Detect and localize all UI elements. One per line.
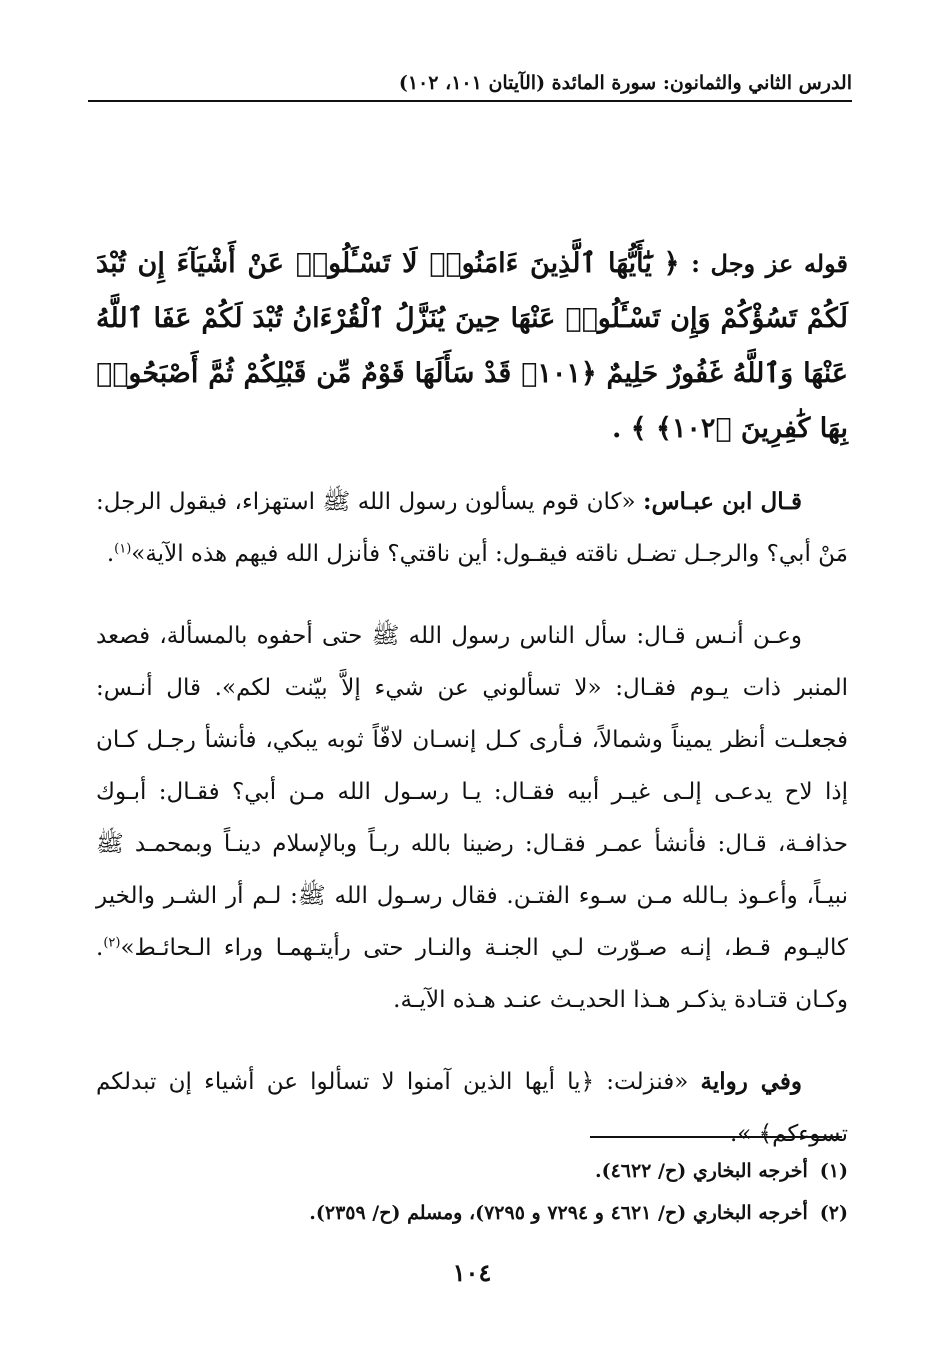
footnote-text: أخرجه البخاري (ح/ ٤٦٢١ و ٧٢٩٤ و ٧٢٩٥)، ومسلم (ح/ ٢٣٥٩).	[309, 1202, 808, 1224]
footnote-2	[180, 1192, 848, 1234]
page-number: ١٠٤	[452, 1258, 492, 1287]
footnotes	[180, 1150, 848, 1234]
narrator-lead: قـال ابن عبـاس:	[642, 488, 802, 515]
paragraph-end: .	[106, 541, 115, 567]
footnote-number: (١)	[819, 1160, 848, 1182]
paragraph-anas	[96, 610, 848, 1026]
paragraph-end: . وكـان قتـادة يذكـر هـذا الحديـث عنـد هـذه الآيـة.	[96, 935, 848, 1013]
narration-lead: وفي رواية	[700, 1068, 802, 1095]
verse-text: ﴿ يَٰٓأَيُّهَا ٱلَّذِينَ ءَامَنُوا۟ لَا تَسْـَٔلُوا۟ عَنْ أَشْيَآءَ إِن تُبْدَ لَكُمْ تَسُؤْكُمْ وَإِن تَسْـَٔلُوا۟ عَنْهَا حِينَ يُنَزَّلُ ٱلْقُرْءَانُ تُبْدَ لَكُمْ عَفَا ٱللَّهُ عَنْهَا وَٱللَّهُ غَفُورٌ حَلِيمٌ ﴿١٠١﴾ قَدْ سَأَلَهَا قَوْمٌ مِّن قَبْلِكُمْ ثُمَّ أَصْبَحُوا۟ بِهَا كَٰفِرِينَ ﴿١٠٢﴾ ﴾ .	[96, 248, 848, 444]
footnote-ref-2[interactable]: (٢)	[103, 935, 121, 951]
paragraph-text: «فنزلت: ﴿يا أيها الذين آمنوا لا تسألوا عن أشياء إن تبدلكم تسوءكم﴾ ».	[96, 1069, 848, 1147]
paragraph-riwaya	[96, 1056, 848, 1160]
page-body	[96, 236, 848, 1160]
paragraph-ibn-abbas	[96, 476, 848, 580]
footnote-text: أخرجه البخاري (ح/ ٤٦٢٢).	[594, 1160, 808, 1182]
verse-intro: قوله عز وجل :	[691, 249, 848, 278]
footnote-number: (٢)	[819, 1202, 848, 1224]
footnote-divider	[590, 1136, 842, 1138]
quran-verse-block	[96, 236, 848, 456]
footnote-1	[180, 1150, 848, 1192]
paragraph-text: وعـن أنـس قـال: سأل الناس رسول الله ﷺ حتى أحفوه بالمسألة، فصعد المنبر ذات يـوم فقـال: «لا تسألوني عن شيء إلاَّ بيّنت لكم». قال أنـس: فجعلـت أنظر يميناً وشمالاً، فـأرى كـل إنسـان لافّاً ثوبه يبكي، فأنشأ رجـل كـان إذا لاح يدعـى إلـى غيـر أبيه فقـال: يـا رسـول الله مـن أبي؟ فقـال: أبـوك حذافـة، قـال: فأنشأ عمـر فقـال: رضينا بالله ربـاً وبالإسلام دينـاً وبمحمـد ﷺ نبيـاً، وأعـوذ بـالله مـن سـوء الفتـن. فقال رسـول الله ﷺ: لـم أر الشـر والخير كاليـوم قـط، إنـه صـوّرت لـي الجنـة والنـار حتى رأيتـهمـا وراء الـحائـط»	[96, 623, 848, 961]
running-header: الدرس الثاني والثمانون: سورة المائدة (الآيتان ١٠١، ١٠٢)	[398, 72, 852, 94]
footnote-ref-1[interactable]: (١)	[114, 541, 132, 557]
header-divider	[88, 100, 852, 102]
paragraph-text: «كان قوم يسألون رسول الله ﷺ استهزاء، فيقول الرجل: مَنْ أبي؟ والرجـل تضـل ناقته فيقـول: أين ناقتي؟ فأنزل الله فيهم هذه الآية»	[96, 489, 848, 567]
